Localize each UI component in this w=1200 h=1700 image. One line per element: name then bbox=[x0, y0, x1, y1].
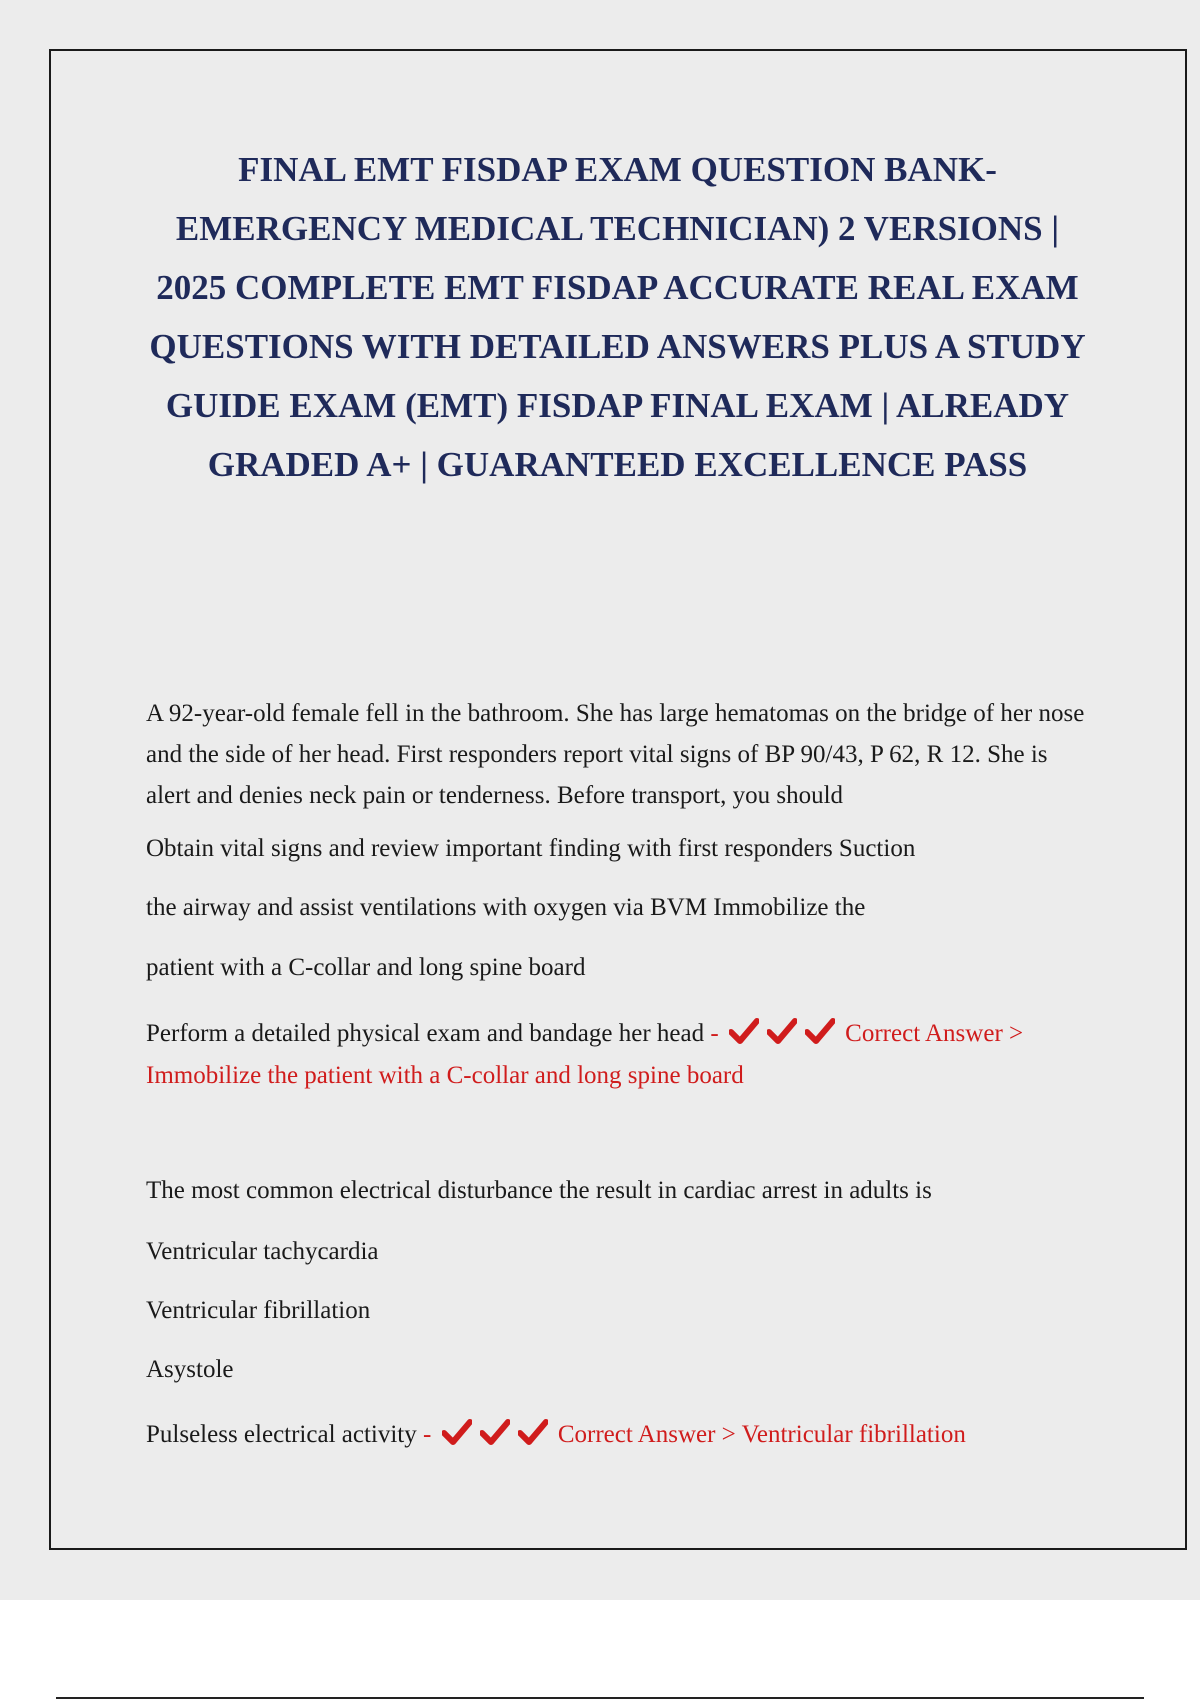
check-icon bbox=[518, 1419, 548, 1445]
question-2-option-line: Asystole bbox=[146, 1356, 234, 1383]
question-2-last-option: Pulseless electrical activity bbox=[146, 1421, 417, 1448]
question-1-option-line: the airway and assist ventilations with oxygen via BVM Immobilize the bbox=[146, 894, 866, 921]
footer-divider bbox=[56, 1697, 1144, 1699]
check-icon bbox=[767, 1018, 797, 1044]
answer-separator: - bbox=[423, 1421, 432, 1448]
check-icon bbox=[729, 1018, 759, 1044]
question-1-stem: A 92-year-old female fell in the bathroom. She has large hematomas on the bridge of her nose and the side of her head. First responders report vital signs of BP 90/43, P 62, R 12. She is alert and denies neck pain or tenderness. Before transport, you should bbox=[146, 700, 1085, 809]
correct-answer-label: Correct Answer > bbox=[557, 1421, 736, 1448]
question-1-option-line: patient with a C-collar and long spine board bbox=[146, 954, 586, 981]
question-1-option-line: Obtain vital signs and review important finding with first responders Suction bbox=[146, 835, 916, 862]
check-icon bbox=[480, 1419, 510, 1445]
question-2-answer-line bbox=[146, 1418, 966, 1452]
correct-answer-label: Correct Answer > bbox=[845, 1020, 1024, 1047]
document-title: FINAL EMT FISDAP EXAM QUESTION BANK-EMERGENCY MEDICAL TECHNICIAN) 2 VERSIONS | 2025 COMPLETE EMT FISDAP ACCURATE REAL EXAM QUESTIONS WITH DETAILED ANSWERS PLUS A STUDY GUIDE EXAM (EMT) FISDAP FINAL EXAM | ALREADY GRADED A+ | GUARANTEED EXCELLENCE PASS bbox=[149, 150, 1086, 484]
question-1-answer-line bbox=[146, 1013, 1086, 1097]
answer-separator: - bbox=[710, 1020, 719, 1047]
question-2-option-line: Ventricular tachycardia bbox=[146, 1238, 379, 1265]
question-1-last-option: Perform a detailed physical exam and bandage her head bbox=[146, 1020, 705, 1047]
correct-answer-text: Ventricular fibrillation bbox=[741, 1421, 966, 1448]
check-icon bbox=[805, 1018, 835, 1044]
question-2-option-line: Ventricular fibrillation bbox=[146, 1297, 371, 1324]
check-icon bbox=[442, 1419, 472, 1445]
correct-answer-text: Immobilize the patient with a C-collar and long spine board bbox=[146, 1062, 744, 1089]
question-2-stem: The most common electrical disturbance the result in cardiac arrest in adults is bbox=[146, 1177, 932, 1204]
